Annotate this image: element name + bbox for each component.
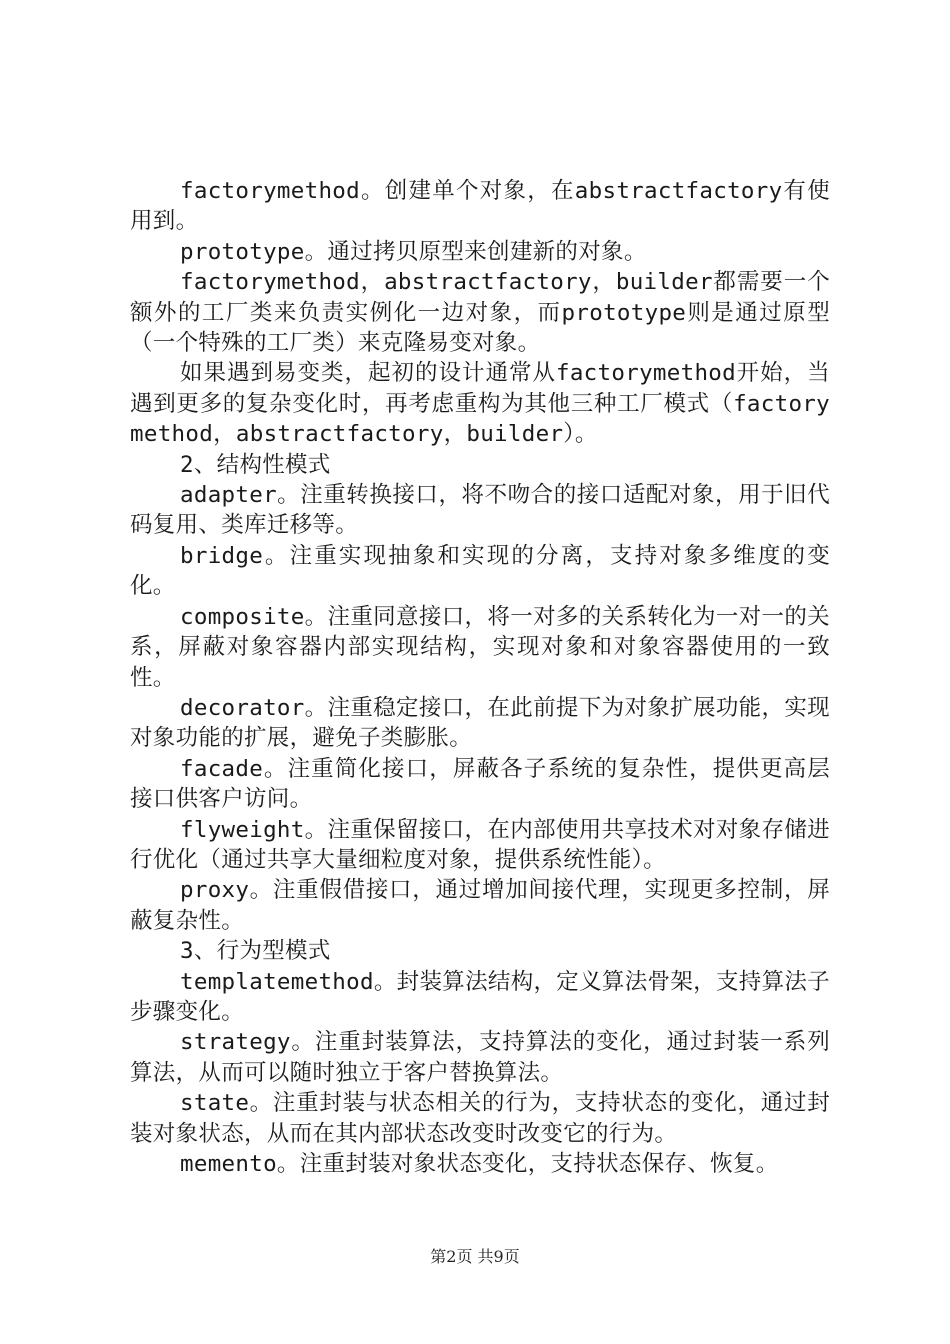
- paragraph-decorator: decorator。注重稳定接口，在此前提下为对象扩展功能，实现对象功能的扩展，避免子类膨胀。: [130, 694, 830, 752]
- paragraph-composite: composite。注重同意接口，将一对多的关系转化为一对一的关系，屏蔽对象容器内部实现结构，实现对象和对象容器使用的一致性。: [130, 603, 830, 691]
- page-number-footer: 第2页 共9页: [430, 1247, 520, 1266]
- paragraph-prototype: prototype。通过拷贝原型来创建新的对象。: [180, 238, 647, 265]
- section-heading-structural: 2、结构性模式: [180, 451, 331, 478]
- paragraph-strategy: strategy。注重封装算法，支持算法的变化，通过封装一系列算法，从而可以随时独立于客户替换算法。: [130, 1029, 830, 1086]
- paragraph-refactoring-advice: 如果遇到易变类，起初的设计通常从factorymethod开始，当遇到更多的复杂变化时，再考虑重构为其他三种工厂模式（factorymethod，abstractfactory，builder）。: [130, 360, 830, 448]
- section-heading-behavioral: 3、行为型模式: [180, 938, 331, 965]
- paragraph-proxy: proxy。注重假借接口，通过增加间接代理，实现更多控制，屏蔽复杂性。: [130, 877, 830, 934]
- paragraph-factory-comparison: factorymethod，abstractfactory，builder都需要一个额外的工厂类来负责实例化一边对象，而prototype则是通过原型（一个特殊的工厂类）来克隆易变对象。: [130, 269, 830, 357]
- paragraph-factorymethod: factorymethod。创建单个对象，在abstractfactory有使用到。: [130, 178, 830, 235]
- paragraph-adapter: adapter。注重转换接口，将不吻合的接口适配对象，用于旧代码复用、类库迁移等。: [130, 482, 830, 539]
- paragraph-bridge: bridge。注重实现抽象和实现的分离，支持对象多维度的变化。: [130, 542, 830, 600]
- paragraph-templatemethod: templatemethod。封装算法结构，定义算法骨架，支持算法子步骤变化。: [130, 968, 830, 1025]
- paragraph-memento: memento。注重封装对象状态变化，支持状态保存、恢复。: [180, 1151, 779, 1177]
- paragraph-flyweight: flyweight。注重保留接口，在内部使用共享技术对对象存储进行优化（通过共享大量细粒度对象，提供系统性能）。: [130, 816, 830, 873]
- document-body: [130, 176, 830, 1179]
- paragraph-facade: facade。注重简化接口，屏蔽各子系统的复杂性，提供更高层接口供客户访问。: [130, 755, 830, 813]
- paragraph-state: state。注重封装与状态相关的行为，支持状态的变化，通过封装对象状态，从而在其内部状态改变时改变它的行为。: [130, 1090, 830, 1147]
